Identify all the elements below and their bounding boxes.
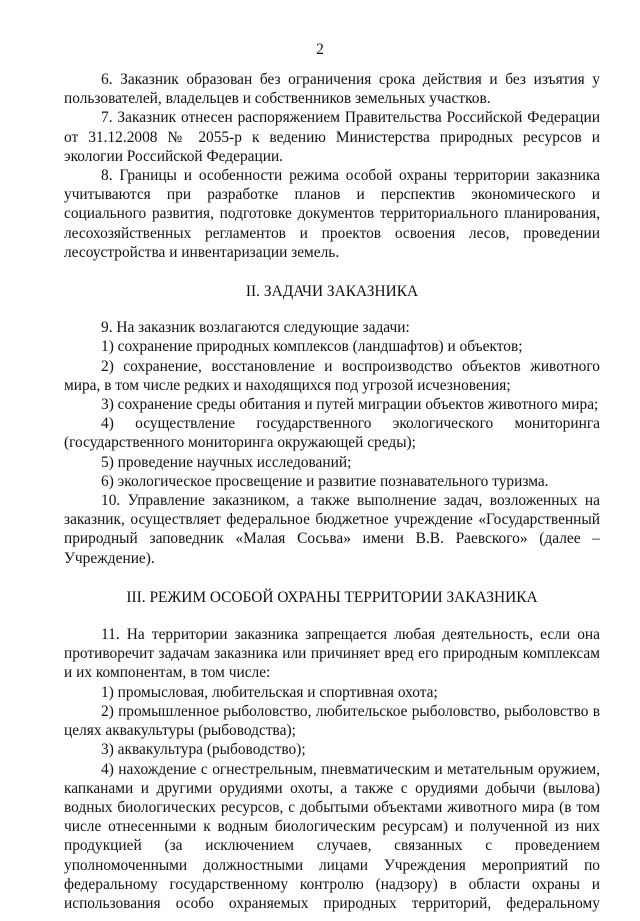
task-4: 4) осуществление государственного экологического мониторинга (государственного мониторинга окружающей среды);: [64, 415, 600, 452]
paragraph-7: 7. Заказник отнесен распоряжением Правительства Российской Федерации от 31.12.2008 № 2055-р к ведению Министерства природных ресурсов и экологии Российской Федерации.: [64, 109, 600, 165]
page-number: 2: [316, 41, 324, 58]
task-5: 5) проведение научных исследований;: [101, 453, 352, 471]
paragraph-8: 8. Границы и особенности режима особой охраны территории заказника учитываются при разработке планов и перспектив экономического и социального развития, подготовке документов территориального планирования, лесохозяйственных регламентов и проектов освоения лесов, проведении лесоустройства и инвентаризации земель.: [64, 167, 600, 261]
prohibition-4: 4) нахождение с огнестрельным, пневматическим и метательным оружием, капканами и другими орудиями охоты, а также с орудиями добычи (вылова) водных биологических ресурсов, с добытыми объектами животного мира (в том числе отнесенными к водным биологическим ресурсам) и полученной из них продукцией (за исключением случаев, связанных с проведением уполномоченными должностными лицами Учреждения мероприятий по федеральному государственному контролю (надзору) в области охраны и использования особо охраняемых природных территорий, федеральному: [64, 760, 600, 912]
task-2: 2) сохранение, восстановление и воспроизводство объектов животного мира, в том числе редких и находящихся под угрозой исчезновения;: [64, 357, 600, 394]
task-3: 3) сохранение среды обитания и путей миграции объектов животного мира;: [101, 396, 599, 414]
paragraph-9: 9. На заказник возлагаются следующие задачи:: [101, 319, 410, 337]
prohibition-2: 2) промышленное рыболовство, любительское рыболовство, рыболовство в целях аквакультуры (рыбоводства);: [64, 702, 600, 740]
task-6: 6) экологическое просвещение и развитие познавательного туризма.: [101, 472, 549, 490]
section-3-heading: III. РЕЖИМ ОСОБОЙ ОХРАНЫ ТЕРРИТОРИИ ЗАКАЗНИКА: [126, 588, 538, 606]
section-2-heading: II. ЗАДАЧИ ЗАКАЗНИКА: [245, 283, 419, 301]
prohibition-3: 3) аквакультура (рыбоводство);: [101, 741, 306, 759]
prohibition-1: 1) промысловая, любительская и спортивная охота;: [101, 683, 438, 701]
paragraph-11: 11. На территории заказника запрещается любая деятельность, если она противоречит задачам заказника или причиняет вред его природным комплексам и их компонентам, в том числе:: [64, 626, 600, 682]
task-1: 1) сохранение природных комплексов (ландшафтов) и объектов;: [101, 338, 523, 356]
paragraph-6: 6. Заказник образован без ограничения срока действия и без изъятия у пользователей, владельцев и собственников земельных участков.: [64, 71, 600, 108]
document-body: [64, 70, 600, 913]
paragraph-10: 10. Управление заказником, а также выполнение задач, возложенных на заказник, осуществляет федеральное бюджетное учреждение «Государственный природный заповедник «Малая Сосьва» имени В.В. Раевского» (далее – Учреждение).: [64, 492, 600, 567]
